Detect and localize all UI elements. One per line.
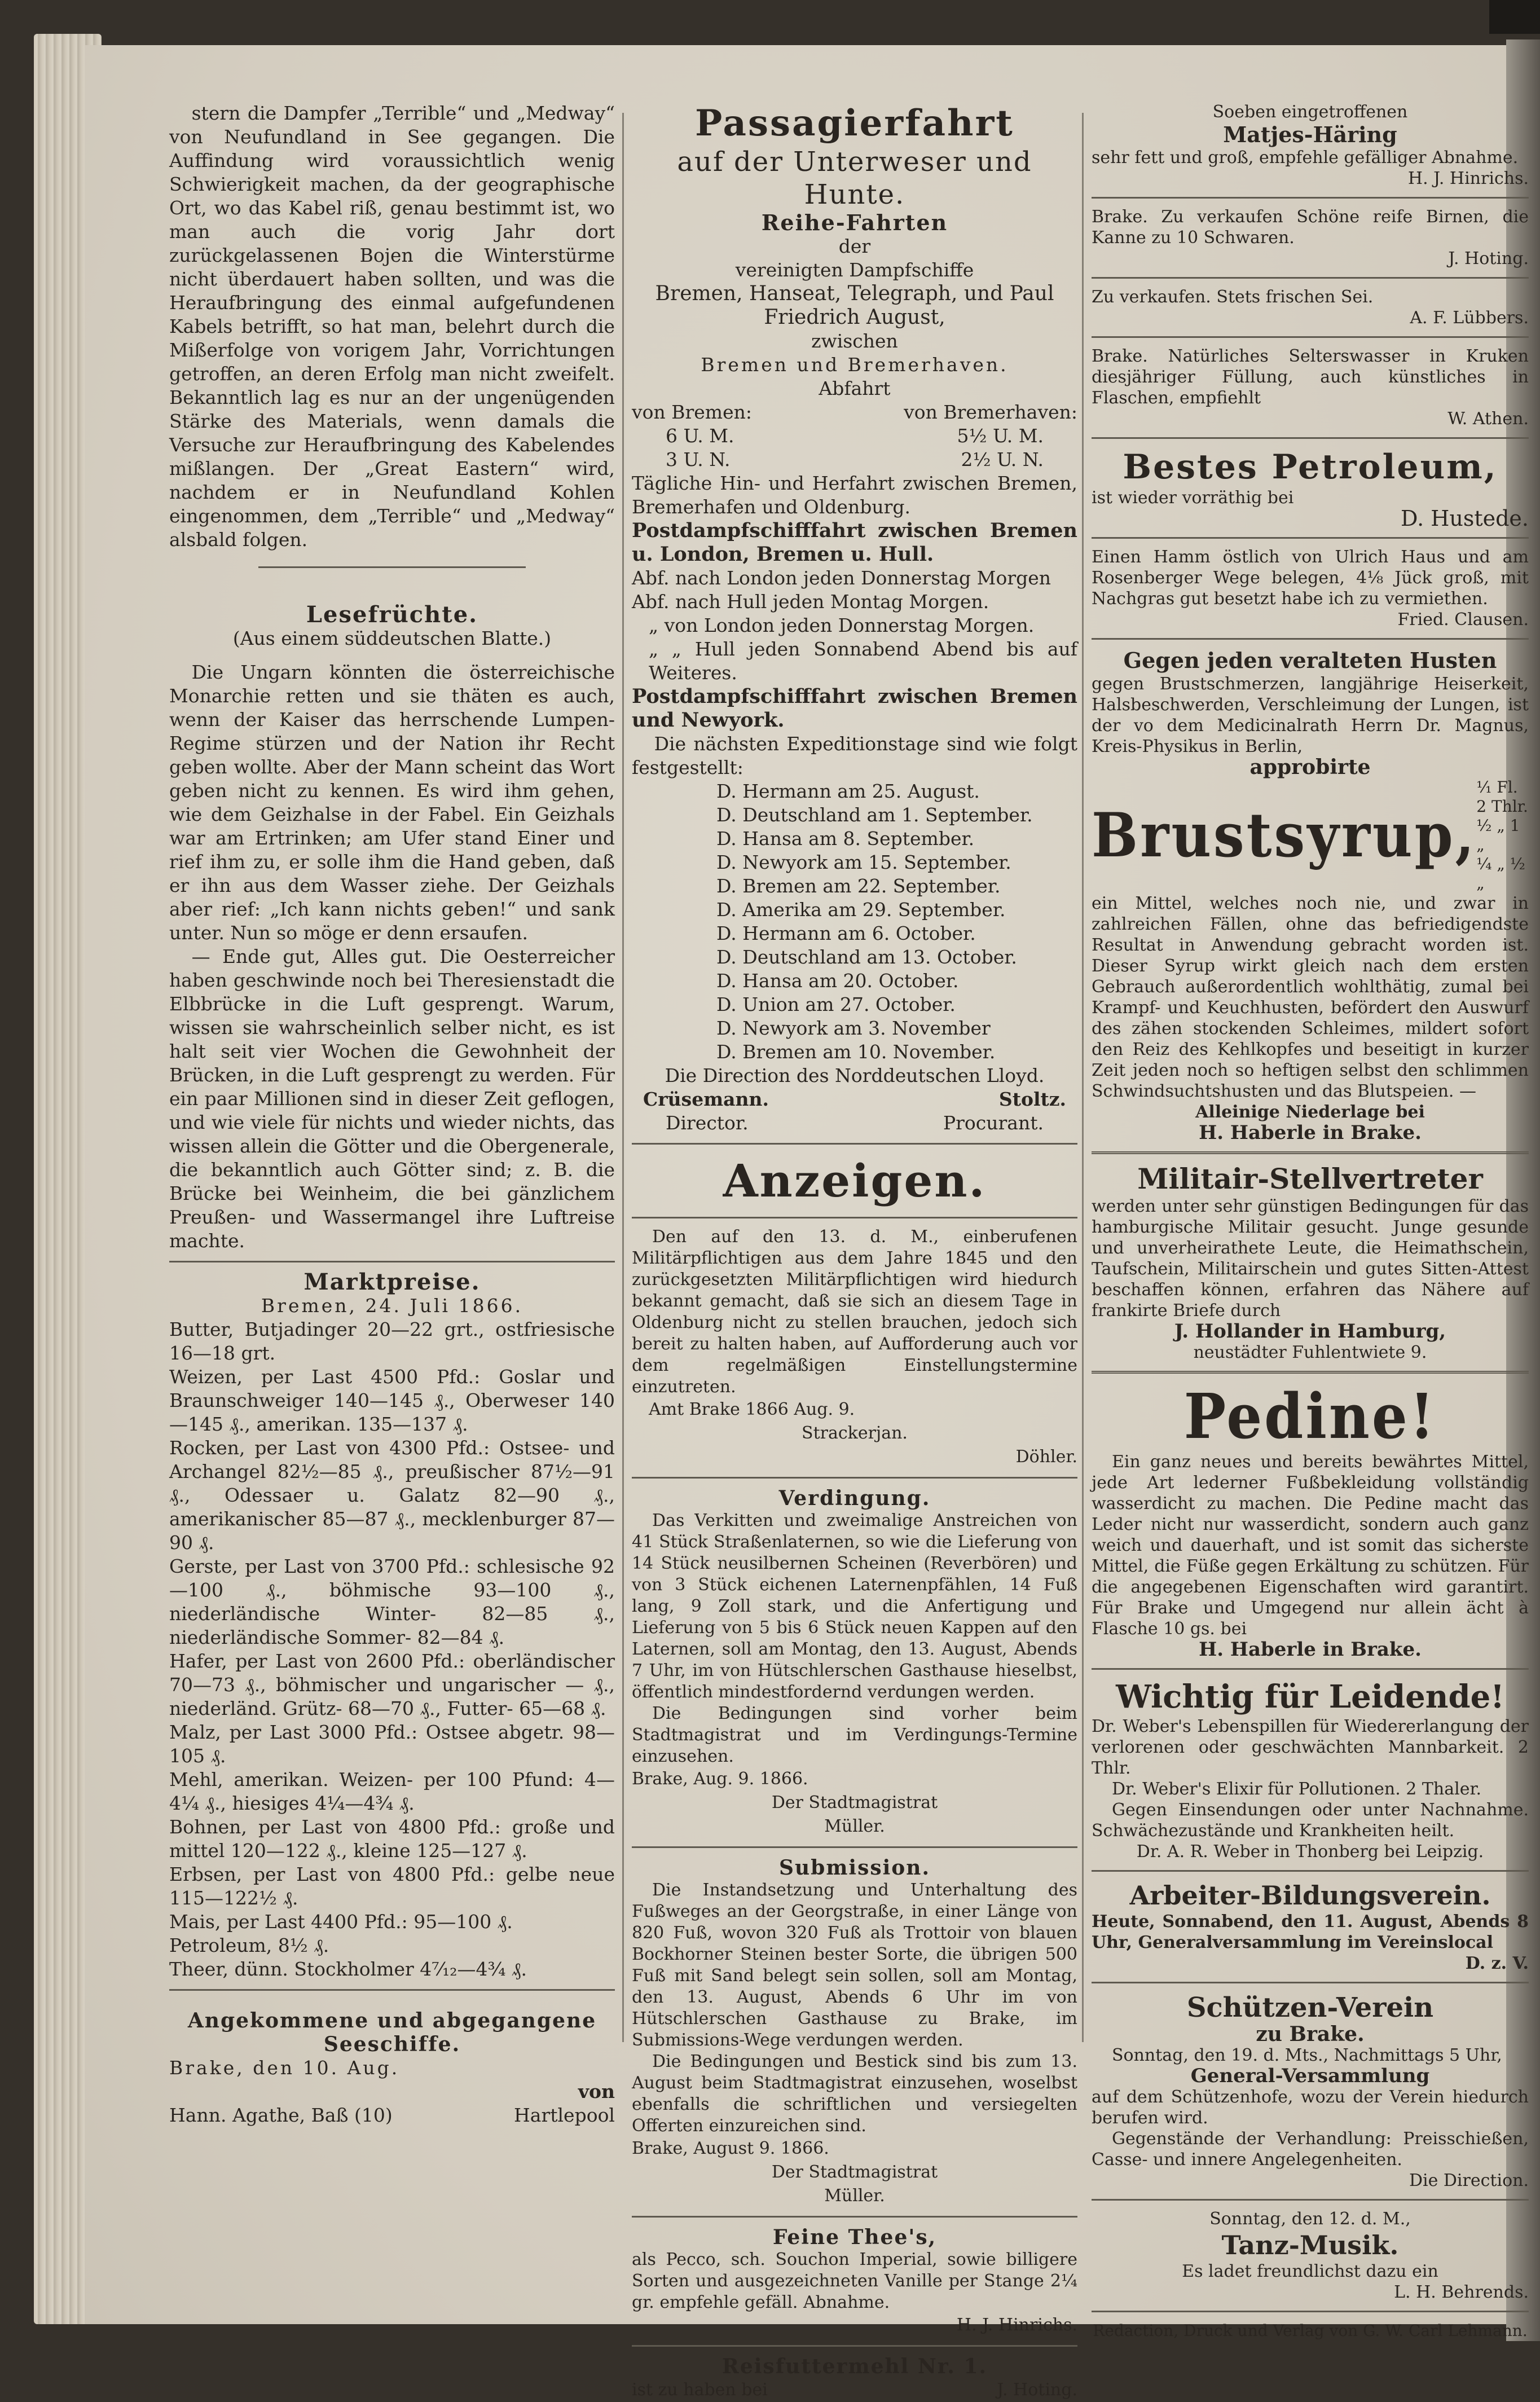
von-bremerhaven: von Bremerhaven:: [904, 401, 1077, 423]
markt-title: Marktpreise.: [303, 1269, 481, 1295]
schuetzen-title: Schützen-Verein: [1186, 1992, 1434, 2023]
anz-sign: Strackerjan.: [802, 1423, 908, 1443]
der-text: der: [838, 235, 871, 257]
subm-date: Brake, August 9. 1866.: [632, 2139, 829, 2158]
submission-text: Die Instandsetzung und Unterhaltung des Fußweges an der Georgstraße, in einer Länge von 820 Fuß, wovon 320 Fuß als Trottoir von blauen Bockhorner Steinen bester Sorte, die übrigen 500 Fuß mit Sand belegt sein sollen, soll am Montag, den 13. August, Abends 6 Uhr im von Hütschlerschen Gasthause zu Brake, im Submissions-Wege verdungen werden.: [632, 1880, 1077, 2050]
selters-sig: W. Athen.: [1447, 409, 1529, 429]
markt-item: Malz, per Last 3000 Pfd.: Ostsee abgetr. 98—105 ₰.: [169, 1721, 615, 1767]
markt-list: [169, 1318, 615, 1981]
divider: [1092, 1982, 1529, 1983]
verd-sig: Müller.: [824, 1816, 885, 1836]
reihe-heading: Reihe-Fahrten: [761, 210, 948, 235]
approbirte: approbirte: [1249, 755, 1371, 779]
column-rule-1: [622, 113, 624, 2042]
route-text: Bremen und Bremerhaven.: [701, 354, 1009, 376]
role-director: Director.: [666, 1112, 749, 1134]
anz-sign: Amt Brake 1866 Aug. 9.: [649, 1400, 855, 1419]
sig-stoltz: Stoltz.: [998, 1088, 1066, 1110]
post1-line: Abf. nach London jeden Donnerstag Morgen: [632, 567, 1051, 589]
brustsyrup-niederlage: Alleinige Niederlage bei: [1195, 1102, 1425, 1122]
markt-item: Weizen, per Last 4500 Pfd.: Goslar und Braunschweiger 140—145 ₰., Oberweser 140—145 ₰., amerikan. 135—137 ₰.: [169, 1366, 615, 1435]
timetable-header: [632, 401, 1077, 424]
column-3: [1092, 102, 1529, 2341]
post1-title: Postdampfschifffahrt zwischen Bremen u. London, Bremen u. Hull.: [632, 519, 1077, 566]
column-2: [632, 102, 1077, 2402]
markt-item: Theer, dünn. Stockholmer 4⁷⁄₁₂—4¾ ₰.: [169, 1958, 527, 1980]
petroleum-sig: D. Hustede.: [1400, 506, 1529, 531]
verd-sig: Der Stadtmagistrat: [771, 1793, 938, 1813]
divider: [1092, 2311, 1529, 2312]
imprint: Redaction, Druck und Verlag von G. W. Carl Lehmann.: [1093, 2321, 1528, 2340]
lese-paragraph-2: — Ende gut, Alles gut. Die Oesterreicher haben geschwinde noch bei Theresienstadt die Elbbrücke in die Luft gesprengt. Warum, wissen sie wahrscheinlich selber nicht, es ist halt seit vier Wochen die Gewohnheit der Brücken, in die Luft gesprengt zu werden. Für ein paar Millionen sind in dieser Zeit geflogen, und wie viele für nichts und wieder nichts, das wissen allein die Götter und die Obergenerale, die bekanntlich auch Götter sind; z. B. die Brücke bei Weinheim, die bei gänzlichem Preußen- und Wassermangel ihre Luftreise machte.: [169, 945, 615, 1252]
markt-item: Mehl, amerikan. Weizen- per 100 Pfund: 4—4¼ ₰., hiesiges 4¼—4¾ ₰.: [169, 1768, 615, 1814]
verdingung-title: Verdingung.: [778, 1486, 931, 1510]
markt-item: Hafer, per Last von 2600 Pfd.: oberländischer 70—73 ₰., böhmischer und ungarischer — ₰., niederländ. Grütz- 68—70 ₰., Futter- 65—68 ₰.: [169, 1650, 615, 1719]
divider: [169, 1261, 615, 1262]
wichtig-text: Gegen Einsendungen oder unter Nachnahme. Schwächezustände und Krankheiten heilt.: [1092, 1800, 1529, 1841]
time-bremen-1: 6 U. M.: [666, 425, 734, 447]
post2-intro: Die nächsten Expeditionstage sind wie folgt festgestellt:: [632, 733, 1077, 778]
sailing-item: D. Amerika am 29. September.: [716, 899, 1006, 921]
role-procurant: Procurant.: [943, 1112, 1044, 1134]
lese-paragraph-1: Die Ungarn könnten die österreichische Monarchie retten und sie thäten es auch, wenn der Kaiser das herrschende Lumpen-Regime stürzen und der Nation ihr Recht geben wollte. Aber der Mann scheint das Wort geben nicht zu kennen. Es wird ihm gehen, wie dem Geizhalse in der Fabel. Ein Geizhals war am Ertrinken; am Ufer stand Einer und rief ihm zu, er solle ihm die Hand geben, daß er ihn aus dem Wasser ziehe. Der Geizhals aber rief: „Ich kann nichts geben!“ und sank unter. Nun so möge er denn ersaufen.: [169, 661, 615, 944]
brustsyrup-title: Brustsyrup,: [1092, 800, 1477, 871]
verdingung-text: Die Bedingungen sind vorher beim Stadtmagistrat und im Verdingungs-Termine einzusehen.: [632, 1704, 1077, 1766]
matjes-sig: H. J. Hinrichs.: [1407, 169, 1529, 188]
thee-text: als Pecco, sch. Souchon Imperial, sowie billigere Sorten und ausgezeichneten Vanille per Stange 2¼ gr. empfehle gefäll. Abnahme.: [632, 2250, 1077, 2312]
zwischen-text: zwischen: [811, 330, 898, 352]
price-line: ¹⁄₁ Fl. 2 Thlr.: [1476, 778, 1528, 816]
divider: [1092, 1371, 1529, 1374]
ship-col-von: von: [578, 2080, 615, 2102]
abfahrt-text: Abfahrt: [819, 377, 891, 399]
divider: [258, 566, 526, 568]
brustsyrup-prices: [1476, 778, 1529, 893]
brustsyrup-block: [1092, 778, 1529, 893]
divider: [1092, 1668, 1529, 1670]
militair-sig: J. Hollander in Hamburg,: [1174, 1320, 1446, 1343]
markt-date: Bremen, 24. Juli 1866.: [261, 1295, 523, 1317]
schuetzen-gv: General-Versammlung: [1190, 2065, 1430, 2087]
tanz-text: Es ladet freundlichst dazu ein: [1182, 2262, 1438, 2281]
verd-date: Brake, Aug. 9. 1866.: [632, 1769, 808, 1789]
pedine-title: Pedine!: [1183, 1380, 1437, 1453]
lese-title: Lesefrüchte.: [306, 601, 478, 628]
cable-article: stern die Dampfer „Terrible“ und „Medway“ von Neufundland in See gegangen. Die Auffindung wird voraussichtlich wenig Schwierigkeit machen, da der geographische Ort, wo das Kabel riß, genau bestimmt ist, wo man auch die vorig Jahr dort zurückgelassenen Bojen die Winterstürme nicht überdauert haben sollten, und was die Heraufbringung des einmal aufgefundenen Kabels betrifft, so hat man, belehrt durch die Mißerfolge von vorigem Jahr, Vorrichtungen getroffen, an deren Erfolg man nicht zweifelt. Bekanntlich lag es nur an der ungenügenden Stärke des Materials, wenn damals die Versuche zur Heraufbringung des Kabelendes mißlangen. Der „Great Eastern“ wird, nachdem er in Neufundland Kohlen eingenommen, dem „Terrible“ und „Medway“ alsbald folgen.: [169, 102, 615, 551]
post1-line: „ „ Hull jeden Sonnabend Abend bis auf Weiteres.: [649, 638, 1077, 684]
divider: [632, 2345, 1077, 2347]
sailing-item: D. Hansa am 8. September.: [716, 828, 975, 850]
post1-line: „ von London jeden Donnerstag Morgen.: [649, 614, 1035, 636]
passagier-subtitle: auf der Unterweser und Hunte.: [677, 146, 1032, 210]
markt-item: Gerste, per Last von 3700 Pfd.: schlesische 92—100 ₰., böhmische 93—100 ₰., niederländische Winter- 82—85 ₰., niederländische Sommer- 82—84 ₰.: [169, 1555, 615, 1648]
sailing-item: D. Hermann am 6. October.: [716, 922, 976, 944]
sig-crusemann: Crüsemann.: [643, 1088, 769, 1110]
post1-line: Abf. nach Hull jeden Montag Morgen.: [632, 591, 989, 613]
ships-text: Bremen, Hanseat, Telegraph, und Paul Friedrich August,: [655, 282, 1054, 329]
von-bremen: von Bremen:: [632, 401, 753, 423]
sailing-item: D. Bremen am 22. September.: [716, 875, 1001, 897]
ship-date: Brake, den 10. Aug.: [169, 2057, 400, 2079]
divider: [1092, 537, 1529, 539]
brustsyrup-text: ein Mittel, welches noch nie, und zwar in zahlreichen Fällen, ohne das befriedigendste Resultat in Anwendung gebracht worden ist. Dieser Syrup wirkt gleich nach dem ersten Gebrauch außerordentlich wohlthätig, zumal bei Krampf- und Keuchhusten, befördert den Auswurf des zähen stockenden Schleimes, mildert sofort den Reiz des Kehlkopfes und beseitigt in kurzer Zeit jeden noch so heftigen selbst den schlimmen Schwindsuchtshusten und das Blutspeien. —: [1092, 894, 1529, 1101]
sailing-item: D. Deutschland am 1. September.: [716, 804, 1033, 826]
verdingung-text: Das Verkitten und zweimalige Anstreichen von 41 Stück Straßenlaternen, so wie die Lieferung von 14 Stück neusilbernen Scheinen (Reverbören) und von 3 Stück eichenen Laternenpfählen, 14 Fuß lang, 9 Zoll stark, und die Anfertigung und Lieferung von 5 bis 6 Stück neuen Kappen auf den Laternen, soll am Montag, den 13. August, Abends 7 Uhr, im von Hütschlerschen Gasthause hieselbst, öffentlich mindestfordernd verdungen werden.: [632, 1511, 1077, 1702]
arbeiter-title: Arbeiter-Bildungsverein.: [1129, 1880, 1491, 1911]
sei-sig: A. F. Lübbers.: [1410, 308, 1529, 328]
reis-title: Reisfuttermehl Nr. 1.: [721, 2355, 988, 2378]
matjes-title: Matjes-Häring: [1223, 122, 1397, 147]
schuetzen-text: Gegenstände der Verhandlung: Preisschießen, Casse- und innere Angelegenheiten.: [1092, 2129, 1529, 2170]
divider: [1092, 1151, 1529, 1154]
petroleum-title: Bestes Petroleum,: [1123, 447, 1498, 487]
lese-source: (Aus einem süddeutschen Blatte.): [232, 627, 552, 649]
schuetzen-text: auf dem Schützenhofe, wozu der Verein hiedurch berufen wird.: [1092, 2087, 1529, 2128]
sei-text: Zu verkaufen. Stets frischen Sei.: [1092, 287, 1374, 307]
markt-item: Mais, per Last 4400 Pfd.: 95—100 ₰.: [169, 1911, 513, 1933]
column-1: [169, 102, 615, 2127]
schuetzen-text: Sonntag, den 19. d. Mts., Nachmittags 5 Uhr,: [1112, 2045, 1502, 2065]
lloyd-direction: Die Direction des Norddeutschen Lloyd.: [665, 1064, 1045, 1086]
divider: [632, 1143, 1077, 1145]
tanz-date: Sonntag, den 12. d. M.,: [1209, 2209, 1411, 2229]
reis-text: ist zu haben bei: [632, 2380, 768, 2400]
thee-sig: H. J. Hinrichs.: [956, 2315, 1077, 2335]
divider: [1092, 2199, 1529, 2201]
divider: [632, 1846, 1077, 1848]
anzeigen-text: Den auf den 13. d. M., einberufenen Militärpflichtigen aus dem Jahre 1845 und den zurückgesetzten Militärpflichtigen wird hiedurch bekannt gemacht, daß sie sich an diesem Tage in Oldenburg nicht zu stellen brauchen, jedoch sich bereit zu halten haben, auf Aufforderung auch vor dem regelmäßigen Einstellungstermine einzutreten.: [632, 1227, 1077, 1397]
divider: [632, 1217, 1077, 1218]
ship-row: [169, 2104, 615, 2127]
price-line: ¹⁄₂ „ 1 „: [1476, 816, 1520, 854]
submission-title: Submission.: [778, 1856, 931, 1880]
sailing-item: D. Deutschland am 13. October.: [716, 946, 1017, 968]
sailing-item: D. Union am 27. October.: [716, 993, 956, 1015]
price-line: ¹⁄₄ „ ½ „: [1476, 855, 1525, 892]
divider: [1092, 1870, 1529, 1872]
pedine-text: Ein ganz neues und bereits bewährtes Mittel, jede Art lederner Fußbekleidung vollständig wasserdicht zu machen. Die Pedine macht das Leder nicht nur wasserdicht, sondern auch ganz weich und dauerhaft, und ist somit das sicherste Mittel, die Füße gegen Erkältung zu schützen. Für die angegebenen Eigenschaften wird garantirt. Für Brake und Umgegend nur allein ächt à Flasche 10 gs. bei: [1092, 1452, 1529, 1639]
thee-title: Feine Thee's,: [772, 2225, 937, 2249]
markt-item: Erbsen, per Last von 4800 Pfd.: gelbe neue 115—122½ ₰.: [169, 1863, 615, 1909]
militair-text: werden unter sehr günstigen Bedingungen für das hamburgische Militair gesucht. Junge gesunde und unverheirathete Leute, die Heimathschein, Taufschein, Militairschein und gutes Sitten-Attest beschaffen können, erfahren das Nähere auf frankirte Briefe durch: [1092, 1196, 1529, 1321]
sailing-item: D. Newyork am 3. November: [716, 1017, 991, 1039]
arbeiter-text: Heute, Sonnabend, den 11. August, Abends 8 Uhr, Generalversammlung im Vereinslocal: [1092, 1912, 1529, 1952]
anz-sign: Döhler.: [1015, 1447, 1077, 1467]
sailing-item: D. Hansa am 20. October.: [716, 970, 959, 992]
husten-text: gegen Brustschmerzen, langjährige Heiserkeit, Halsbeschwerden, Verschleimung der Lungen, ist der vo dem Medicinalrath Herrn Dr. Magnus, Kreis-Physikus in Berlin,: [1092, 674, 1529, 756]
submission-text: Die Bedingungen und Bestick sind bis zum 13. August beim Stadtmagistrat einzusehen, woselbst ebenfalls die schriftlichen und versiegelten Offerten einzureichen sind.: [632, 2052, 1077, 2136]
anzeigen-title: Anzeigen.: [723, 1154, 987, 1207]
time-bremerhaven-1: 5½ U. M.: [957, 425, 1044, 447]
birnen-sig: J. Hoting.: [1448, 249, 1529, 269]
ship-title: Angekommene und abgegangene Seeschiffe.: [187, 2009, 597, 2056]
markt-item: Rocken, per Last von 4300 Pfd.: Ostsee- und Archangel 82½—85 ₰., preußischer 87½—91 ₰., Odessaer u. Galatz 82—90 ₰., amerikanischer 85—87 ₰., mecklenburger 87—90 ₰.: [169, 1437, 615, 1554]
divider: [632, 1477, 1077, 1479]
reis-row: [632, 2378, 1077, 2402]
sailing-item: D. Bremen am 10. November.: [716, 1041, 996, 1063]
timetable-row: [632, 448, 1077, 472]
markt-item: Bohnen, per Last von 4800 Pfd.: große und mittel 120—122 ₰., kleine 125—127 ₰.: [169, 1816, 615, 1862]
sailing-list: [632, 780, 1077, 1064]
signature-roles: [632, 1111, 1077, 1135]
post2-title: Postdampfschifffahrt zwischen Bremen und Newyork.: [632, 685, 1077, 732]
passagier-title: Passagierfahrt: [695, 102, 1014, 144]
divider: [1092, 197, 1529, 199]
divider: [1092, 277, 1529, 279]
divider: [632, 2216, 1077, 2218]
divider: [1092, 638, 1529, 640]
divider: [169, 1989, 615, 1991]
reis-sig: J. Hoting.: [997, 2380, 1077, 2400]
subm-sig: Müller.: [824, 2186, 885, 2206]
schuetzen-sub: zu Brake.: [1256, 2022, 1365, 2046]
markt-item: Butter, Butjadinger 20—22 grt., ostfriesische 16—18 grt.: [169, 1318, 615, 1364]
wichtig-text: Dr. Weber's Lebenspillen für Wiedererlangung der verlorenen oder geschwächten Mannbarkeit. 2 Thlr.: [1092, 1717, 1529, 1778]
wichtig-text: Dr. Weber's Elixir für Pollutionen. 2 Thaler.: [1112, 1779, 1482, 1799]
husten-title: Gegen jeden veralteten Husten: [1123, 648, 1497, 673]
militair-sig: neustädter Fuhlentwiete 9.: [1193, 1343, 1427, 1362]
vereinigten-text: vereinigten Dampfschiffe: [735, 259, 974, 281]
markt-item: Petroleum, 8½ ₰.: [169, 1934, 329, 1956]
matjes-intro: Soeben eingetroffenen: [1212, 102, 1408, 122]
signature-row: [632, 1088, 1077, 1111]
sailing-item: D. Hermann am 25. August.: [716, 780, 980, 802]
column-rule-2: [1082, 113, 1084, 2042]
wichtig-sig: Dr. A. R. Weber in Thonberg bei Leipzig.: [1136, 1842, 1484, 1862]
petroleum-text: ist wieder vorräthig bei: [1092, 488, 1294, 508]
matjes-text: sehr fett und groß, empfehle gefälliger Abnahme.: [1092, 148, 1519, 168]
taeglich-text: Tägliche Hin- und Herfahrt zwischen Bremen, Bremerhafen und Oldenburg.: [632, 472, 1077, 518]
ship-origin: Hartlepool: [514, 2104, 615, 2126]
birnen-text: Brake. Zu verkaufen Schöne reife Birnen, die Kanne zu 10 Schwaren.: [1092, 207, 1529, 248]
divider: [1092, 336, 1529, 338]
time-bremen-2: 3 U. N.: [666, 448, 731, 470]
militair-title: Militair-Stellvertreter: [1137, 1162, 1483, 1195]
hamm-text: Einen Hamm östlich von Ulrich Haus und am Rosenberger Wege belegen, 4⅛ Jück groß, mit Nachgras gut besetzt habe ich zu vermiethen.: [1092, 547, 1529, 609]
tanz-title: Tanz-Musik.: [1221, 2230, 1399, 2260]
subm-sig: Der Stadtmagistrat: [771, 2162, 938, 2182]
arbeiter-sig: D. z. V.: [1465, 1954, 1529, 1973]
selters-text: Brake. Natürliches Selterswasser in Kruken diesjähriger Füllung, auch künstliches in Flaschen, empfiehlt: [1092, 346, 1529, 408]
ship-name: Hann. Agathe, Baß (10): [169, 2104, 393, 2126]
sailing-item: D. Newyork am 15. September.: [716, 851, 1011, 873]
hamm-sig: Fried. Clausen.: [1397, 610, 1529, 630]
schuetzen-sig: Die Direction.: [1409, 2171, 1529, 2190]
clip: [1489, 0, 1540, 34]
tanz-sig: L. H. Behrends.: [1394, 2282, 1529, 2302]
pedine-sig: H. Haberle in Brake.: [1199, 1638, 1422, 1661]
wichtig-title: Wichtig für Leidende!: [1116, 1678, 1504, 1715]
time-bremerhaven-2: 2½ U. N.: [961, 448, 1044, 470]
timetable-row: [632, 424, 1077, 448]
divider: [1092, 437, 1529, 439]
brustsyrup-sig: H. Haberle in Brake.: [1199, 1121, 1422, 1144]
